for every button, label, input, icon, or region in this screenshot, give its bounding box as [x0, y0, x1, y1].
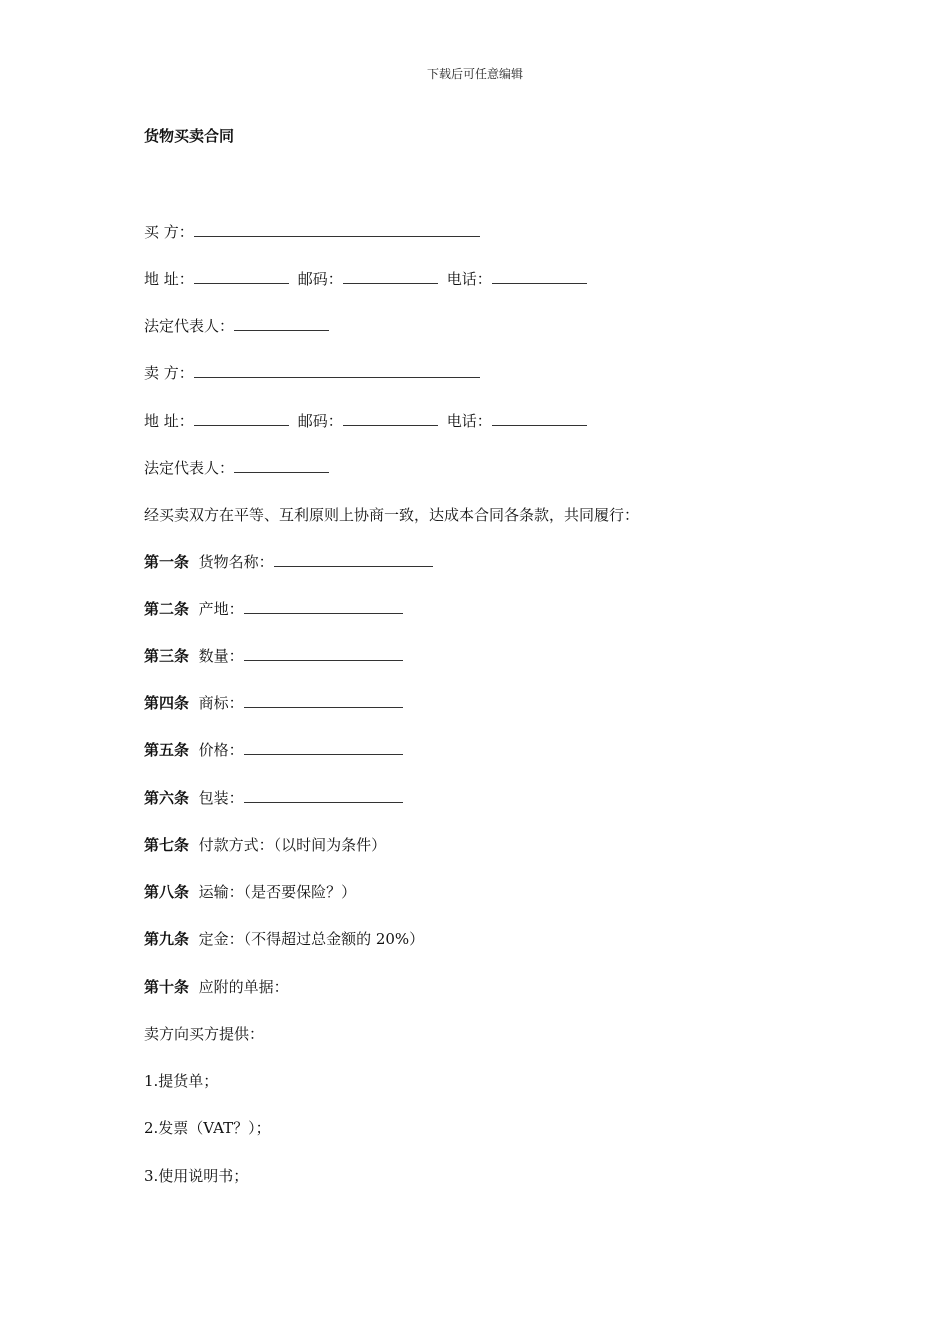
seller-rep-label: 法定代表人： — [144, 459, 235, 477]
seller-phone-label: 电话： — [446, 412, 492, 430]
article-line — [144, 740, 403, 760]
article-text: 运输：（是否要保险？） — [198, 883, 357, 901]
article-number: 第四条 — [144, 694, 190, 712]
quantity-field[interactable] — [244, 646, 403, 661]
article-number: 第二条 — [144, 600, 190, 618]
buyer-party-line — [144, 222, 480, 242]
seller-rep-line — [144, 458, 329, 478]
seller-rep-field[interactable] — [234, 458, 329, 473]
buyer-address-line — [144, 269, 587, 289]
article-number: 第一条 — [144, 553, 190, 571]
article-line — [144, 552, 433, 572]
buyer-name-field[interactable] — [194, 222, 480, 237]
price-field[interactable] — [244, 740, 403, 755]
buyer-address-field[interactable] — [194, 269, 289, 284]
buyer-rep-label: 法定代表人： — [144, 317, 235, 335]
doc-list-item: 2.发票（VAT？）； — [144, 1119, 271, 1137]
article-number: 第三条 — [144, 647, 190, 665]
article-text: 产地： — [198, 600, 244, 618]
article-line — [144, 599, 403, 619]
page-header: 下载后可任意编辑 — [426, 67, 523, 81]
doc-list-item: 3.使用说明书； — [144, 1167, 249, 1185]
article-text: 定金：（不得超过总金额的 20%） — [198, 930, 425, 948]
article-number: 第六条 — [144, 789, 190, 807]
preamble-text: 经买卖双方在平等、互利原则上协商一致，达成本合同各条款，共同履行： — [144, 506, 640, 524]
article-text: 付款方式：（以时间为条件） — [198, 836, 387, 854]
article-line — [144, 646, 403, 666]
buyer-postcode-label: 邮码： — [297, 270, 343, 288]
seller-name-field[interactable] — [194, 363, 480, 378]
article-line — [144, 977, 289, 997]
buyer-phone-label: 电话： — [446, 270, 492, 288]
goods-name-field[interactable] — [274, 552, 433, 567]
article-line — [144, 693, 403, 713]
doc-list-item: 1.提货单； — [144, 1072, 219, 1090]
seller-postcode-label: 邮码： — [297, 412, 343, 430]
seller-address-line — [144, 411, 587, 431]
buyer-rep-field[interactable] — [234, 316, 329, 331]
buyer-postcode-field[interactable] — [343, 269, 438, 284]
docs-intro: 卖方向买方提供： — [144, 1025, 265, 1043]
article-text: 价格： — [198, 741, 244, 759]
article-number: 第七条 — [144, 836, 190, 854]
document-title: 货物买卖合同 — [144, 127, 235, 145]
article-line — [144, 929, 424, 949]
seller-party-line — [144, 363, 480, 383]
seller-party-label: 卖 方： — [144, 364, 194, 382]
origin-field[interactable] — [244, 599, 403, 614]
buyer-party-label: 买 方： — [144, 223, 194, 241]
buyer-address-label: 地 址： — [144, 270, 194, 288]
seller-address-label: 地 址： — [144, 412, 194, 430]
trademark-field[interactable] — [244, 693, 403, 708]
article-line — [144, 788, 403, 808]
seller-postcode-field[interactable] — [343, 411, 438, 426]
article-number: 第八条 — [144, 883, 190, 901]
article-text: 货物名称： — [198, 553, 274, 571]
packaging-field[interactable] — [244, 788, 403, 803]
buyer-rep-line — [144, 316, 329, 336]
article-number: 第十条 — [144, 978, 190, 996]
buyer-phone-field[interactable] — [492, 269, 587, 284]
seller-address-field[interactable] — [194, 411, 289, 426]
article-line — [144, 882, 356, 902]
seller-phone-field[interactable] — [492, 411, 587, 426]
article-line — [144, 835, 386, 855]
article-number: 第五条 — [144, 741, 190, 759]
article-text: 商标： — [198, 694, 244, 712]
article-text: 数量： — [198, 647, 244, 665]
article-text: 应附的单据： — [198, 978, 289, 996]
article-number: 第九条 — [144, 930, 190, 948]
article-text: 包装： — [198, 789, 244, 807]
